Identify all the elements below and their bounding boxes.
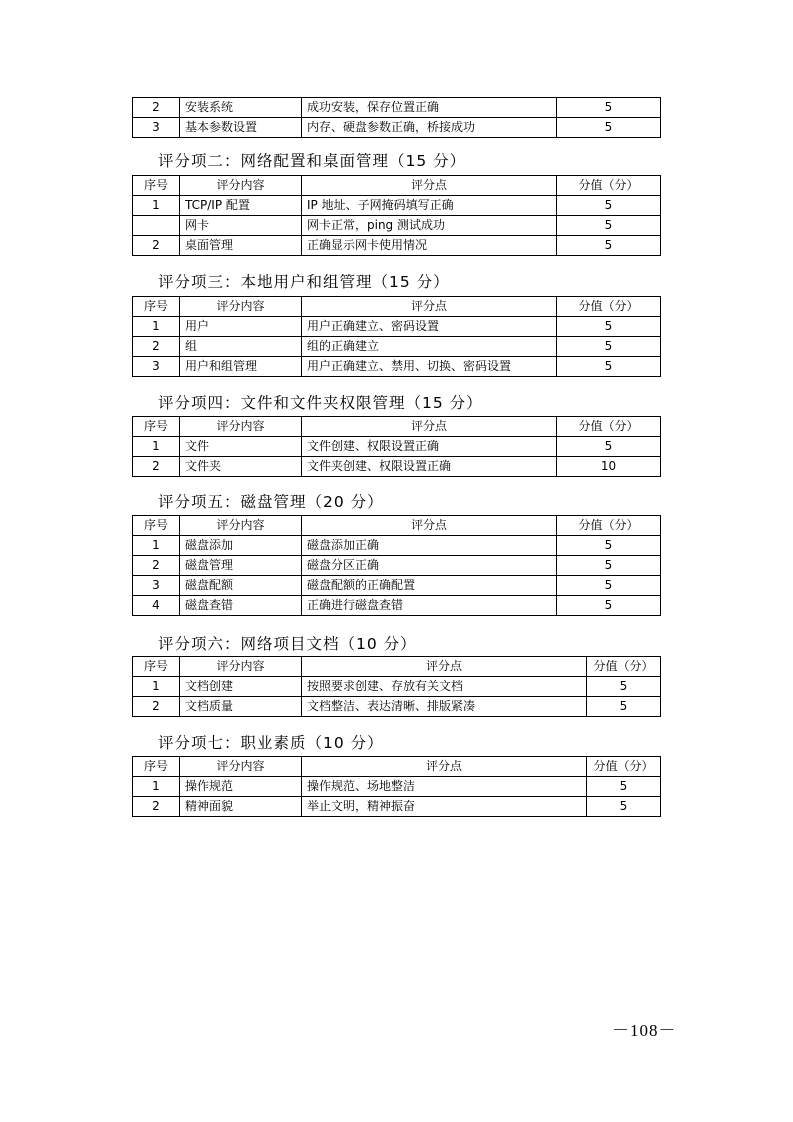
- table-row: [133, 457, 661, 477]
- row-point: 操作规范、场地整洁: [302, 777, 587, 797]
- row-content: 文档创建: [180, 677, 302, 697]
- header-no: 序号: [133, 516, 180, 536]
- row-no: 1: [133, 196, 180, 216]
- row-content: 用户和组管理: [180, 357, 302, 377]
- header-no: 序号: [133, 657, 180, 677]
- section-title: 评分项五：磁盘管理（20 分）: [158, 493, 384, 511]
- table-row: [133, 777, 661, 797]
- continued-table: [132, 97, 661, 138]
- table-row: [133, 677, 661, 697]
- row-point: 内存、硬盘参数正确，桥接成功: [302, 118, 557, 138]
- row-content: 磁盘配额: [180, 576, 302, 596]
- header-content: 评分内容: [180, 516, 302, 536]
- row-no: 1: [133, 317, 180, 337]
- table-header-row: [133, 297, 661, 317]
- row-no: 2: [133, 98, 180, 118]
- row-content: 桌面管理: [180, 236, 302, 256]
- row-point: 磁盘配额的正确配置: [302, 576, 557, 596]
- table-header-row: [133, 176, 661, 196]
- row-content: 精神面貌: [180, 797, 302, 817]
- row-score: 5: [557, 196, 661, 216]
- row-point: 磁盘添加正确: [302, 536, 557, 556]
- row-point: IP 地址、子网掩码填写正确: [302, 196, 557, 216]
- row-no: 1: [133, 437, 180, 457]
- row-score: 5: [557, 596, 661, 616]
- table-row: [133, 596, 661, 616]
- row-no: 1: [133, 677, 180, 697]
- table-header-row: [133, 657, 661, 677]
- row-score: 5: [557, 536, 661, 556]
- row-no: 2: [133, 337, 180, 357]
- row-content: 磁盘查错: [180, 596, 302, 616]
- row-point: 举止文明，精神振奋: [302, 797, 587, 817]
- row-score: 10: [557, 457, 661, 477]
- table-row: [133, 556, 661, 576]
- row-score: 5: [557, 556, 661, 576]
- row-score: 5: [587, 677, 661, 697]
- score-table: [132, 515, 661, 616]
- table-row: [133, 697, 661, 717]
- table-row: [133, 337, 661, 357]
- row-point: 网卡正常，ping 测试成功: [302, 216, 557, 236]
- row-score: 5: [557, 317, 661, 337]
- table-row: [133, 236, 661, 256]
- table-row: [133, 317, 661, 337]
- header-no: 序号: [133, 297, 180, 317]
- row-no: 2: [133, 457, 180, 477]
- row-score: 5: [557, 98, 661, 118]
- row-no: 2: [133, 797, 180, 817]
- table-row: [133, 437, 661, 457]
- row-score: 5: [557, 118, 661, 138]
- header-point: 评分点: [302, 657, 587, 677]
- header-score: 分值（分）: [557, 176, 661, 196]
- row-score: 5: [557, 357, 661, 377]
- row-no: 1: [133, 777, 180, 797]
- row-score: 5: [587, 777, 661, 797]
- table-row: [133, 357, 661, 377]
- row-content: 操作规范: [180, 777, 302, 797]
- header-score: 分值（分）: [557, 297, 661, 317]
- row-no: 2: [133, 236, 180, 256]
- header-no: 序号: [133, 176, 180, 196]
- row-point: 文件创建、权限设置正确: [302, 437, 557, 457]
- row-point: 组的正确建立: [302, 337, 557, 357]
- row-no: [133, 216, 180, 236]
- table-row: [133, 118, 661, 138]
- row-point: 按照要求创建、存放有关文档: [302, 677, 587, 697]
- table-row: [133, 196, 661, 216]
- header-point: 评分点: [302, 297, 557, 317]
- row-point: 用户正确建立、密码设置: [302, 317, 557, 337]
- row-content: 组: [180, 337, 302, 357]
- row-no: 4: [133, 596, 180, 616]
- row-point: 用户正确建立、禁用、切换、密码设置: [302, 357, 557, 377]
- row-point: 正确进行磁盘查错: [302, 596, 557, 616]
- row-no: 3: [133, 118, 180, 138]
- row-content: 文件: [180, 437, 302, 457]
- row-score: 5: [587, 797, 661, 817]
- row-content: 基本参数设置: [180, 118, 302, 138]
- table-row: [133, 536, 661, 556]
- row-content: 磁盘管理: [180, 556, 302, 576]
- row-content: TCP/IP 配置: [180, 196, 302, 216]
- row-point: 成功安装，保存位置正确: [302, 98, 557, 118]
- header-score: 分值（分）: [557, 417, 661, 437]
- section-title: 评分项七：职业素质（10 分）: [158, 734, 384, 752]
- row-score: 5: [557, 437, 661, 457]
- row-no: 2: [133, 697, 180, 717]
- row-point: 正确显示网卡使用情况: [302, 236, 557, 256]
- row-no: 1: [133, 536, 180, 556]
- section-title: 评分项三：本地用户和组管理（15 分）: [158, 273, 450, 291]
- table-header-row: [133, 757, 661, 777]
- row-score: 5: [557, 216, 661, 236]
- score-table: [132, 756, 661, 817]
- table-row: [133, 576, 661, 596]
- row-score: 5: [557, 236, 661, 256]
- row-score: 5: [587, 697, 661, 717]
- row-content: 文档质量: [180, 697, 302, 717]
- header-point: 评分点: [302, 417, 557, 437]
- header-content: 评分内容: [180, 757, 302, 777]
- header-point: 评分点: [302, 757, 587, 777]
- row-score: 5: [557, 337, 661, 357]
- row-no: 2: [133, 556, 180, 576]
- section-title: 评分项六：网络项目文档（10 分）: [158, 635, 417, 653]
- row-score: 5: [557, 576, 661, 596]
- table-row: [133, 797, 661, 817]
- header-no: 序号: [133, 757, 180, 777]
- header-content: 评分内容: [180, 297, 302, 317]
- row-content: 网卡: [180, 216, 302, 236]
- row-point: 文件夹创建、权限设置正确: [302, 457, 557, 477]
- page-number: －108－: [612, 1021, 677, 1040]
- row-no: 3: [133, 357, 180, 377]
- header-score: 分值（分）: [557, 516, 661, 536]
- score-table: [132, 416, 661, 477]
- header-content: 评分内容: [180, 657, 302, 677]
- row-content: 磁盘添加: [180, 536, 302, 556]
- row-content: 用户: [180, 317, 302, 337]
- row-point: 文档整洁、表达清晰、排版紧凑: [302, 697, 587, 717]
- table-row: [133, 98, 661, 118]
- section-title: 评分项四：文件和文件夹权限管理（15 分）: [158, 394, 483, 412]
- header-content: 评分内容: [180, 417, 302, 437]
- table-row: [133, 216, 661, 236]
- section-title: 评分项二：网络配置和桌面管理（15 分）: [158, 152, 467, 170]
- header-score: 分值（分）: [587, 657, 661, 677]
- header-score: 分值（分）: [587, 757, 661, 777]
- score-table: [132, 656, 661, 717]
- header-point: 评分点: [302, 176, 557, 196]
- header-no: 序号: [133, 417, 180, 437]
- row-no: 3: [133, 576, 180, 596]
- row-content: 文件夹: [180, 457, 302, 477]
- score-table: [132, 296, 661, 377]
- row-point: 磁盘分区正确: [302, 556, 557, 576]
- table-header-row: [133, 516, 661, 536]
- row-content: 安装系统: [180, 98, 302, 118]
- header-content: 评分内容: [180, 176, 302, 196]
- table-header-row: [133, 417, 661, 437]
- score-table: [132, 175, 661, 256]
- header-point: 评分点: [302, 516, 557, 536]
